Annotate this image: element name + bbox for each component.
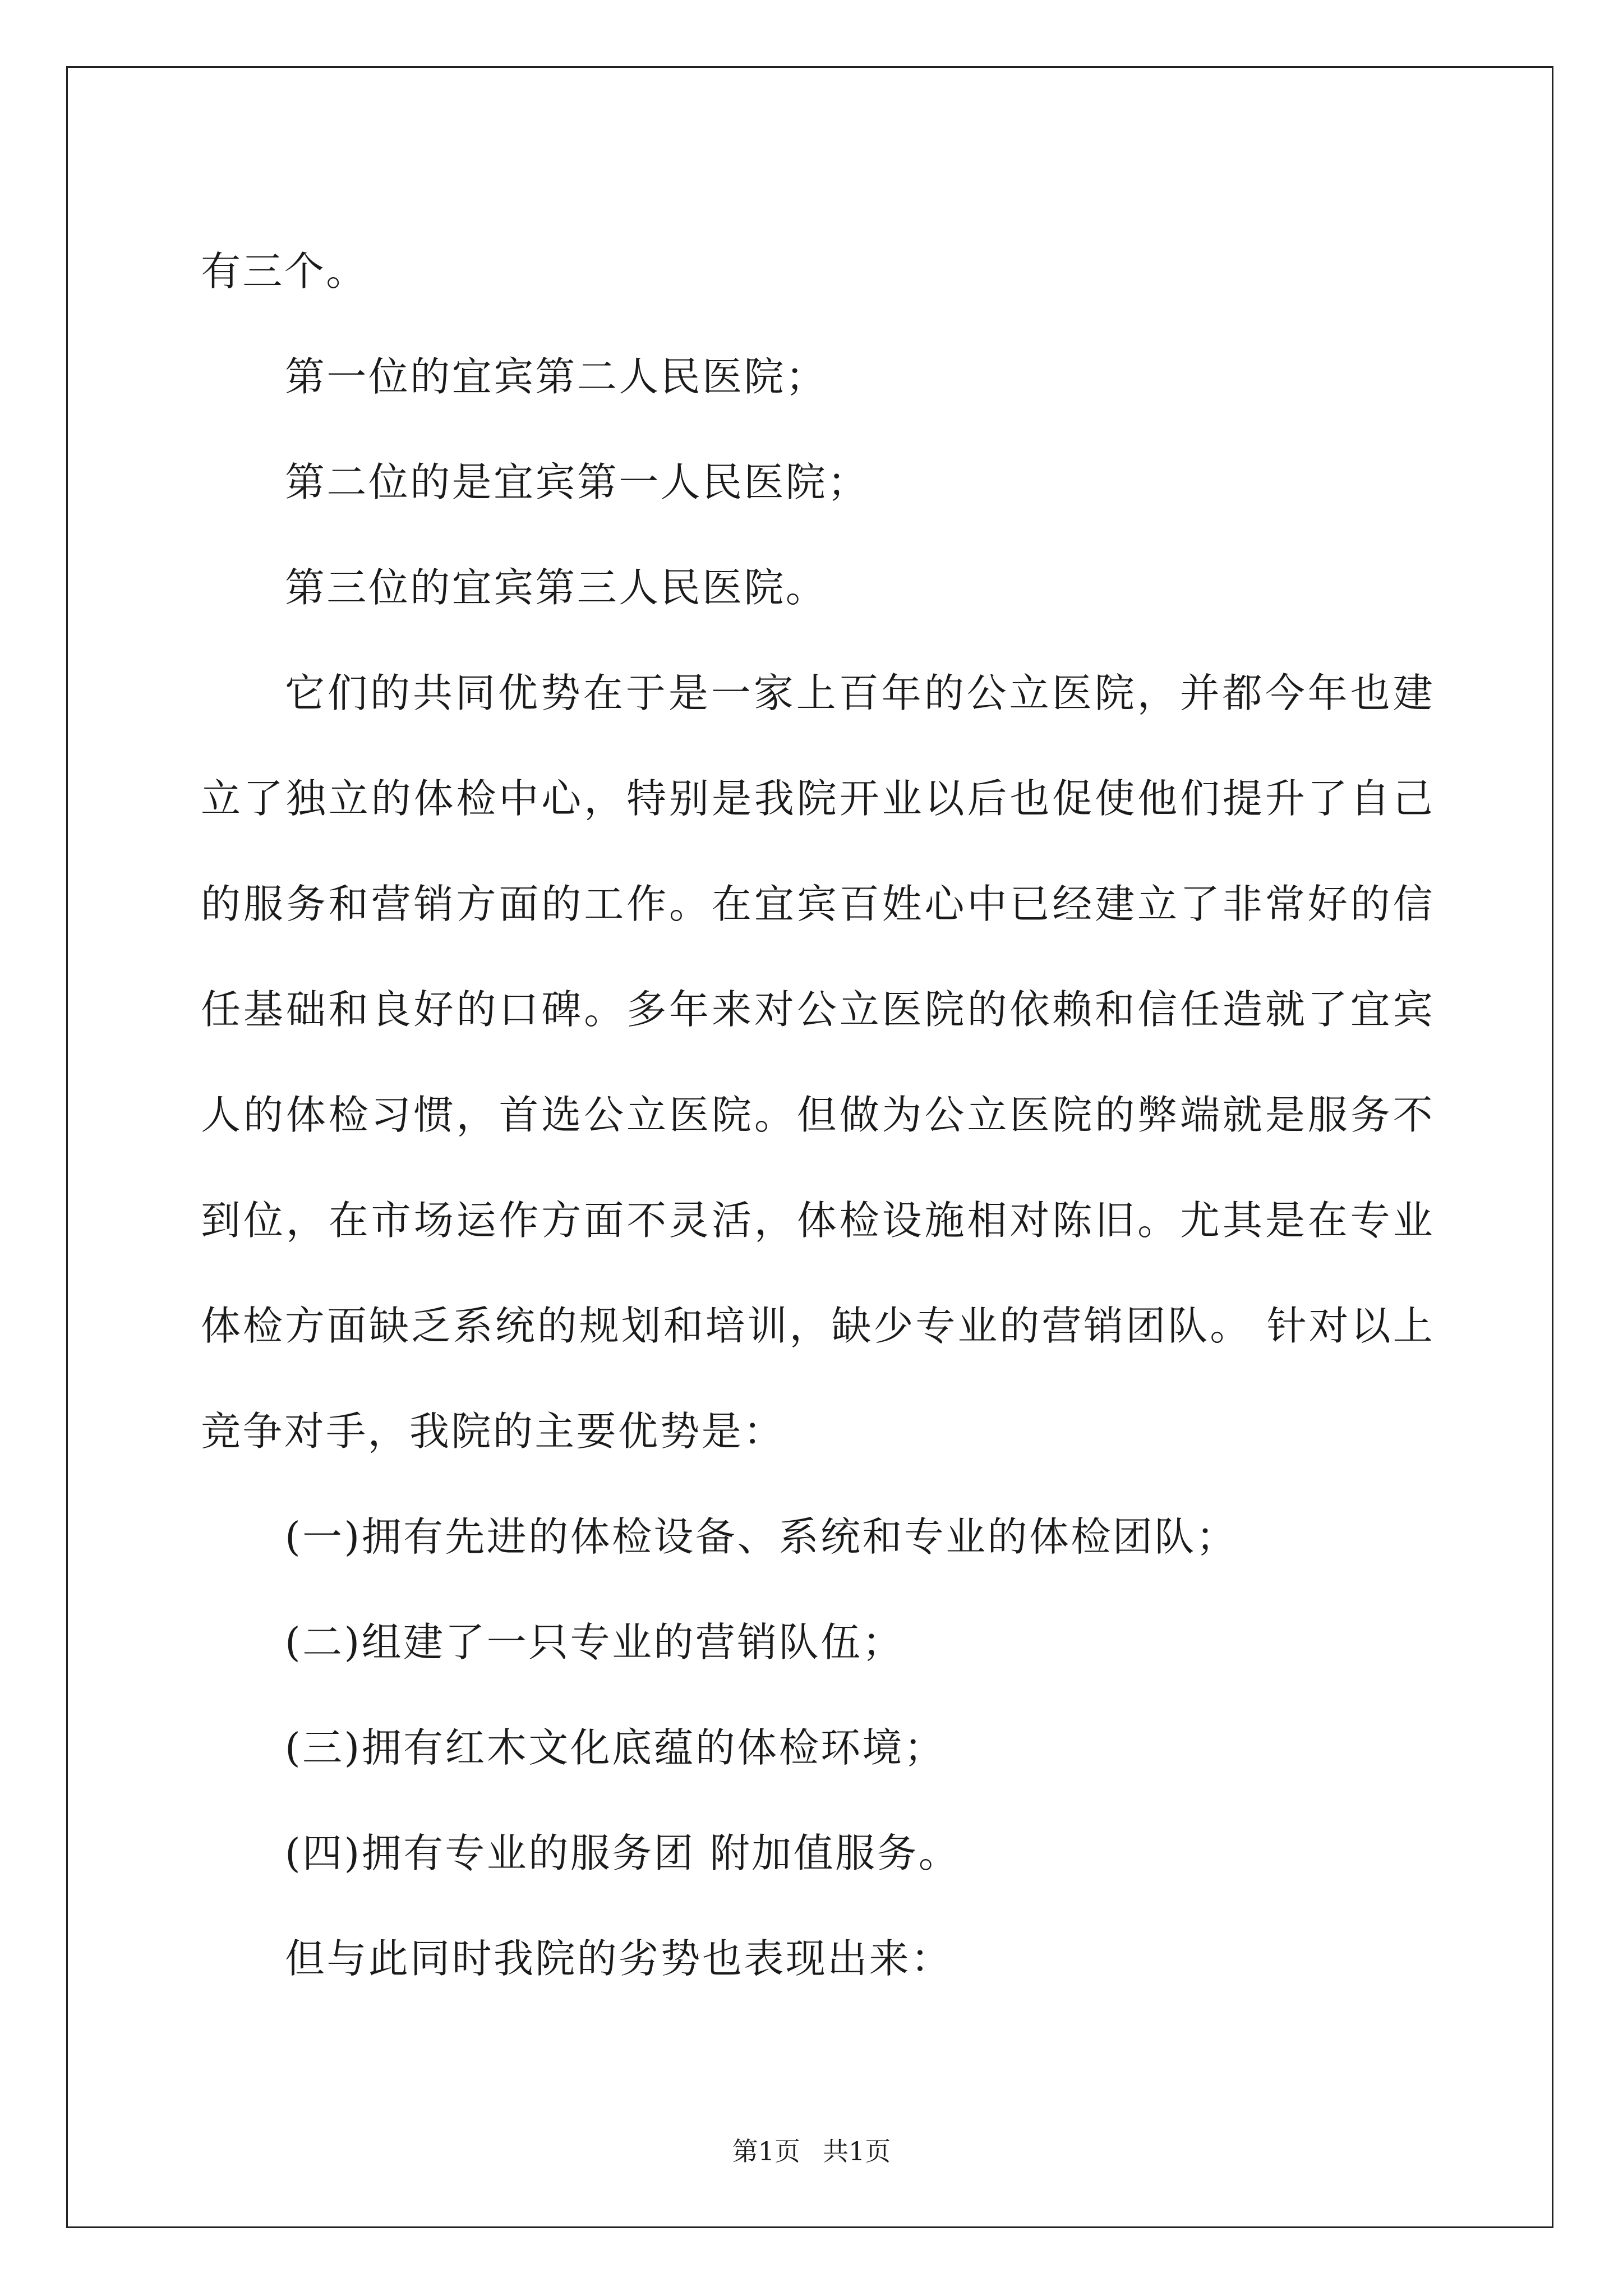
paragraph-4: 第三位的宜宾第三人民医院。 <box>285 564 828 611</box>
paragraph-1: 有三个。 <box>201 248 368 295</box>
paragraph-6: (一)拥有先进的体检设备、系统和专业的体检团队； <box>285 1513 1238 1560</box>
paragraph-8: (三)拥有红木文化底蕴的体检环境； <box>285 1724 946 1771</box>
paragraph-9: (四)拥有专业的服务团 附加值服务。 <box>285 1830 961 1876</box>
page-total: 共1页 <box>823 2136 891 2166</box>
paragraph-7: (二)组建了一只专业的营销队伍； <box>285 1619 904 1665</box>
paragraph-10: 但与此同时我院的劣势也表现出来： <box>285 1935 953 1982</box>
paragraph-5: 它们的共同优势在于是一家上百年的公立医院，并都今年也建立了独立的体检中心，特别是我院开业以后也促使他们提升了自己的服务和营销方面的工作。在宜宾百姓心中已经建立了非常好的信任基础和良好的口碑。多年来对公立医院的依赖和信任造就了宜宾人的体检习惯，首选公立医院。但做为公立医院的弊端就是服务不到位，在市场运作方面不灵活，体检设施相对陈旧。尤其是在专业体检方面缺乏系统的规划和培训，缺少专业的营销团队。 针对以上竞争对手，我院的主要优势是： <box>201 670 1435 1455</box>
page-footer <box>0 2134 1623 2168</box>
document-body <box>201 219 1435 2012</box>
paragraph-2: 第一位的宜宾第二人民医院； <box>285 353 828 400</box>
page-number: 第1页 <box>732 2136 800 2166</box>
paragraph-3: 第二位的是宜宾第一人民医院； <box>285 459 869 505</box>
